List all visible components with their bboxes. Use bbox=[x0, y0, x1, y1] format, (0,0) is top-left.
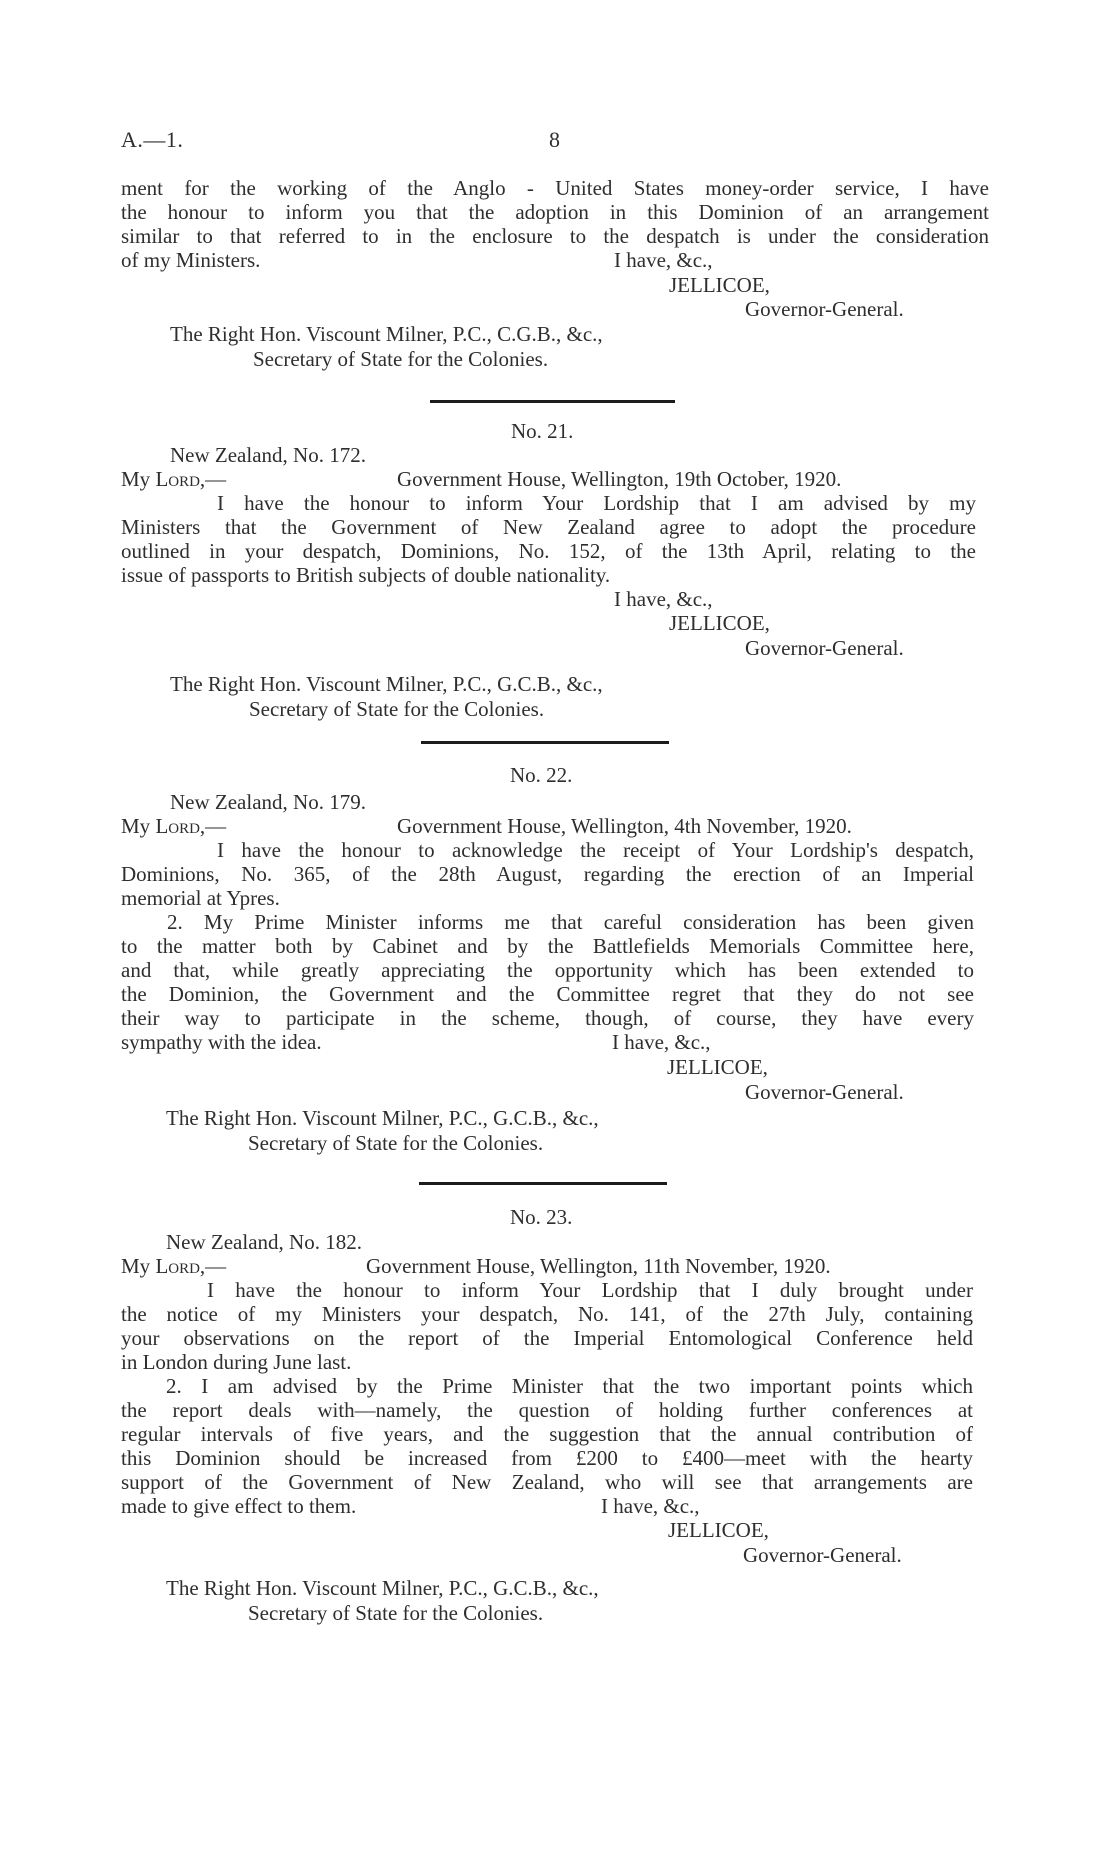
signature: JELLICOE, bbox=[669, 611, 770, 635]
paragraph-line: in London during June last. bbox=[121, 1350, 352, 1374]
paragraph-line: of my Ministers. bbox=[121, 248, 261, 272]
letter-number: No. 23. bbox=[510, 1205, 573, 1229]
paragraph-line: issue of passports to British subjects of double nationality. bbox=[121, 563, 611, 587]
signature-title: Governor-General. bbox=[745, 297, 904, 321]
paragraph-line: the honour to inform you that the adoption in this Dominion of an arrangement bbox=[121, 200, 989, 224]
signature-title: Governor-General. bbox=[745, 636, 904, 660]
letter-reference: New Zealand, No. 172. bbox=[170, 443, 366, 467]
location-date: Government House, Wellington, 19th October, 1920. bbox=[397, 467, 842, 491]
addressee: The Right Hon. Viscount Milner, P.C., G.C.B., &c., bbox=[166, 1106, 599, 1130]
letter-reference: New Zealand, No. 182. bbox=[166, 1230, 362, 1254]
paragraph-line: their way to participate in the scheme, though, of course, they have every bbox=[121, 1006, 974, 1030]
paragraph-line: 2. I am advised by the Prime Minister that the two important points which bbox=[166, 1374, 973, 1398]
paragraph-line: the report deals with—namely, the question of holding further conferences at bbox=[121, 1398, 973, 1422]
paragraph-line: outlined in your despatch, Dominions, No. 152, of the 13th April, relating to the bbox=[121, 539, 976, 563]
paragraph-line: 2. My Prime Minister informs me that careful consideration has been given bbox=[167, 910, 974, 934]
paragraph-line: sympathy with the idea. bbox=[121, 1030, 322, 1054]
paragraph-line: to the matter both by Cabinet and by the Battlefields Memorials Committee here, bbox=[121, 934, 974, 958]
letter-number: No. 22. bbox=[510, 763, 573, 787]
location-date: Government House, Wellington, 11th November, 1920. bbox=[366, 1254, 831, 1278]
paragraph-line: similar to that referred to in the enclosure to the despatch is under the consideration bbox=[121, 224, 989, 248]
paragraph-line: memorial at Ypres. bbox=[121, 886, 280, 910]
addressee-office: Secretary of State for the Colonies. bbox=[253, 347, 549, 371]
page-number: 8 bbox=[549, 127, 561, 152]
signature: JELLICOE, bbox=[667, 1055, 768, 1079]
paragraph-line: I have the honour to inform Your Lordship that I duly brought under bbox=[207, 1278, 973, 1302]
addressee-office: Secretary of State for the Colonies. bbox=[248, 1131, 544, 1155]
paragraph-line: Ministers that the Government of New Zealand agree to adopt the procedure bbox=[121, 515, 976, 539]
location-date: Government House, Wellington, 4th November, 1920. bbox=[397, 814, 852, 838]
section-rule bbox=[430, 400, 675, 403]
addressee: The Right Hon. Viscount Milner, P.C., C.G.B., &c., bbox=[170, 322, 603, 346]
closing: I have, &c., bbox=[612, 1030, 711, 1054]
salutation: My Lord,— bbox=[121, 467, 227, 491]
signature-title: Governor-General. bbox=[743, 1543, 902, 1567]
section-rule bbox=[419, 1182, 667, 1185]
letter-number: No. 21. bbox=[511, 419, 574, 443]
paragraph-line: and that, while greatly appreciating the opportunity which has been extended to bbox=[121, 958, 974, 982]
paragraph-line: this Dominion should be increased from £200 to £400—meet with the hearty bbox=[121, 1446, 973, 1470]
paragraph-line: Dominions, No. 365, of the 28th August, regarding the erection of an Imperial bbox=[121, 862, 974, 886]
paragraph-line: your observations on the report of the Imperial Entomological Conference held bbox=[121, 1326, 973, 1350]
signature-title: Governor-General. bbox=[745, 1080, 904, 1104]
salutation: My Lord,— bbox=[121, 1254, 227, 1278]
paragraph-line: the notice of my Ministers your despatch, No. 141, of the 27th July, containing bbox=[121, 1302, 973, 1326]
paragraph-line: made to give effect to them. bbox=[121, 1494, 357, 1518]
signature: JELLICOE, bbox=[668, 1518, 769, 1542]
salutation: My Lord,— bbox=[121, 814, 227, 838]
closing: I have, &c., bbox=[614, 587, 713, 611]
paragraph-line: support of the Government of New Zealand, who will see that arrangements are bbox=[121, 1470, 973, 1494]
addressee-office: Secretary of State for the Colonies. bbox=[248, 1601, 544, 1625]
paragraph-line: I have the honour to acknowledge the receipt of Your Lordship's despatch, bbox=[217, 838, 974, 862]
letter-reference: New Zealand, No. 179. bbox=[170, 790, 366, 814]
paragraph-line: I have the honour to inform Your Lordship that I am advised by my bbox=[217, 491, 976, 515]
closing: I have, &c., bbox=[601, 1494, 700, 1518]
paragraph-line: regular intervals of five years, and the suggestion that the annual contribution of bbox=[121, 1422, 973, 1446]
section-rule bbox=[421, 741, 669, 744]
addressee-office: Secretary of State for the Colonies. bbox=[249, 697, 545, 721]
paragraph-line: ment for the working of the Anglo - United States money-order service, I have bbox=[121, 176, 989, 200]
paragraph-line: the Dominion, the Government and the Committee regret that they do not see bbox=[121, 982, 974, 1006]
signature: JELLICOE, bbox=[669, 273, 770, 297]
series-label: A.—1. bbox=[121, 127, 184, 152]
closing: I have, &c., bbox=[614, 248, 713, 272]
addressee: The Right Hon. Viscount Milner, P.C., G.C.B., &c., bbox=[166, 1576, 599, 1600]
addressee: The Right Hon. Viscount Milner, P.C., G.C.B., &c., bbox=[170, 672, 603, 696]
